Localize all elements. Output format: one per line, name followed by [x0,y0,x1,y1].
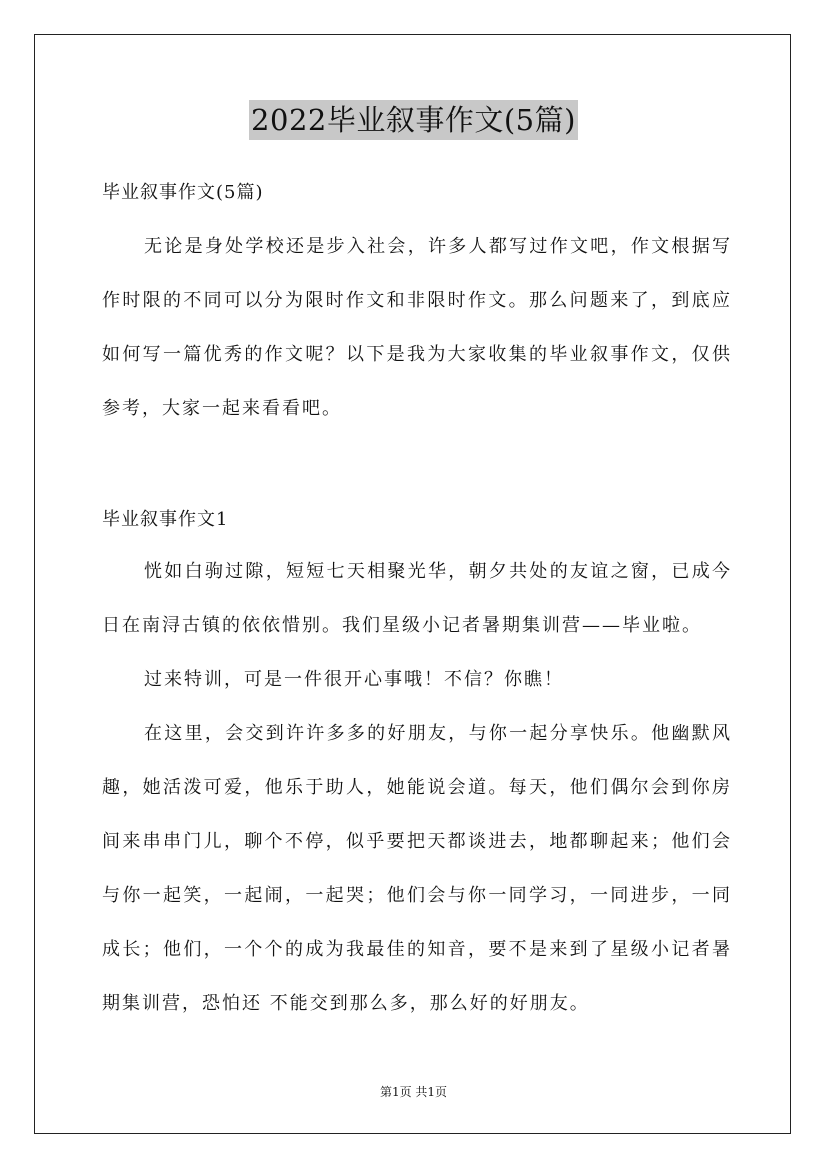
essay1-paragraph-3: 在这里，会交到许许多多的好朋友，与你一起分享快乐。他幽默风趣，她活泼可爱，他乐于助人，她能说会道。每天，他们偶尔会到你房间来串串门儿，聊个不停，似乎要把天都谈进去，地都聊起来；他们会与你一起笑，一起闹，一起哭；他们会与你一同学习，一同进步，一同成长；他们，一个个的成为我最佳的知音，要不是来到了星级小记者暑期集训营，恐怕还 不能交到那么多，那么好的好朋友。 [102,723,732,1014]
essay1-paragraph-1: 恍如白驹过隙，短短七天相聚光华，朝夕共处的友谊之窗，已成今日在南浔古镇的依依惜别。我们星级小记者暑期集训营——毕业啦。 [102,561,732,636]
title-container [0,100,827,140]
page-footer: 第1页 共1页 [379,1085,448,1099]
document-subheading: 毕业叙事作文(5篇) [102,182,264,203]
essay1-paragraph-2: 过来特训，可是一件很开心事哦！不信？你瞧！ [144,669,564,690]
document-title: 2022毕业叙事作文(5篇) [249,100,578,140]
essay1-heading: 毕业叙事作文1 [102,509,229,530]
intro-paragraph: 无论是身处学校还是步入社会，许多人都写过作文吧，作文根据写作时限的不同可以分为限时作文和非限时作文。那么问题来了，到底应如何写一篇优秀的作文呢？以下是我为大家收集的毕业叙事作文，仅供参考，大家一起来看看吧。 [102,236,732,419]
